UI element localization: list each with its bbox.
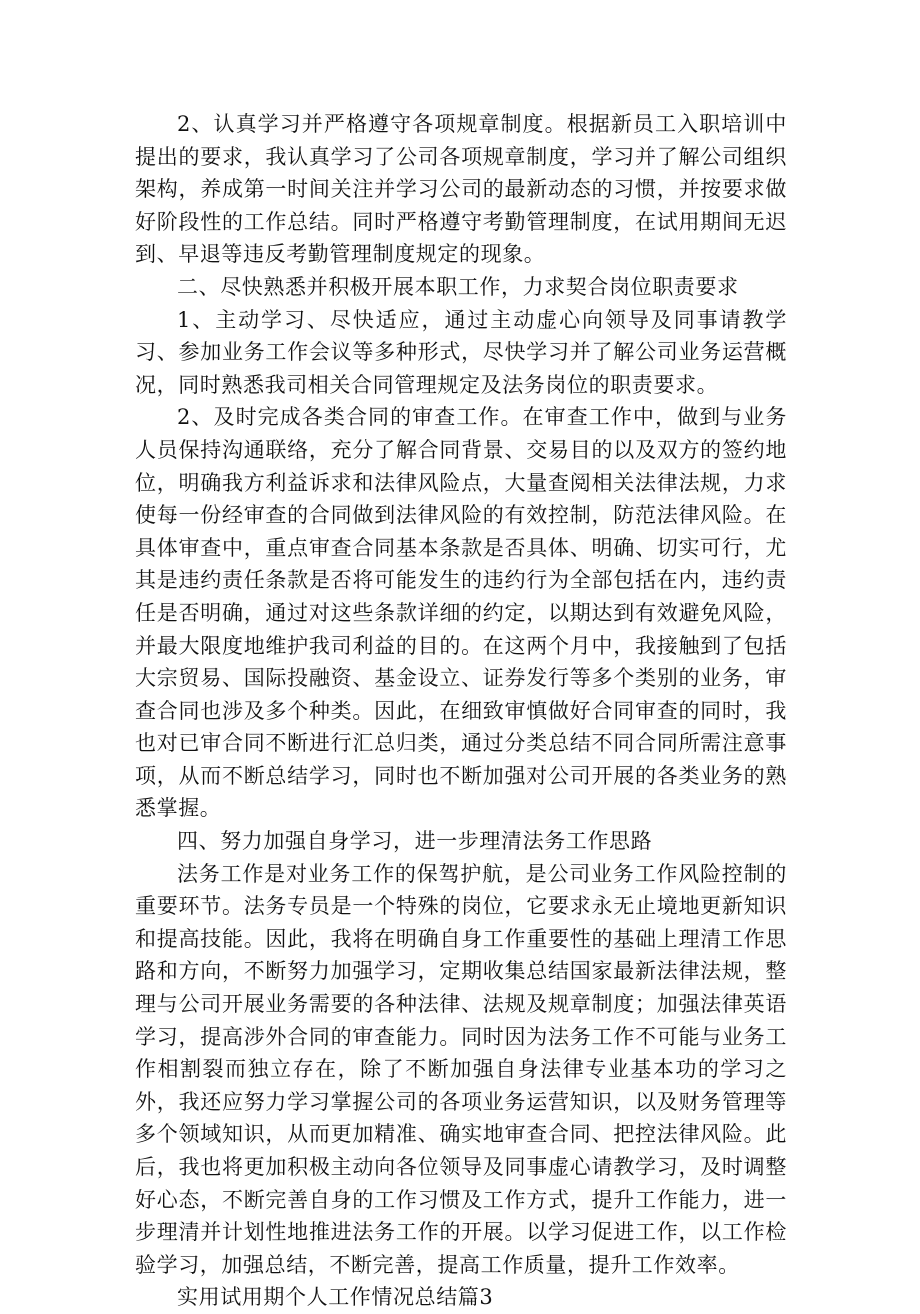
document-body (135, 108, 787, 1314)
paragraph-contract-review: 2、及时完成各类合同的审查工作。在审查工作中，做到与业务人员保持沟通联络，充分了解合同背景、交易目的以及双方的签约地位，明确我方利益诉求和法律风险点，大量查阅相关法律法规，力求使每一份经审查的合同做到法律风险的有效控制，防范法律风险。在具体审查中，重点审查合同基本条款是否具体、明确、切实可行，尤其是违约责任条款是否将可能发生的违约行为全部包括在内，违约责任是否明确，通过对这些条款详细的约定，以期达到有效避免风险，并最大限度地维护我司利益的目的。在这两个月中，我接触到了包括大宗贸易、国际投融资、基金设立、证券发行等多个类别的业务，审查合同也涉及多个种类。因此，在细致审慎做好合同审查的同时，我也对已审合同不断进行汇总归类，通过分类总结不同合同所需注意事项，从而不断总结学习，同时也不断加强对公司开展的各类业务的熟悉掌握。 (135, 405, 787, 821)
paragraph-learning: 1、主动学习、尽快适应，通过主动虚心向领导及同事请教学习、参加业务工作会议等多种形式，尽快学习并了解公司业务运营概况，同时熟悉我司相关合同管理规定及法务岗位的职责要求。 (135, 307, 787, 397)
section-heading-self-study: 四、努力加强自身学习，进一步理清法务工作思路 (177, 829, 653, 854)
paragraph-legal-work: 法务工作是对业务工作的保驾护航，是公司业务工作风险控制的重要环节。法务专员是一个特殊的岗位，它要求永无止境地更新知识和提高技能。因此，我将在明确自身工作重要性的基础上理清工作思路和方向，不断努力加强学习，定期收集总结国家最新法律法规，整理与公司开展业务需要的各种法律、法规及规章制度；加强法律英语学习，提高涉外合同的审查能力。同时因为法务工作不可能与业务工作相割裂而独立存在，除了不断加强自身法律专业基本功的学习之外，我还应努力学习掌握公司的各项业务运营知识，以及财务管理等多个领域知识，从而更加精准、确实地审查合同、把控法律风险。此后，我也将更加积极主动向各位领导及同事虚心请教学习，及时调整好心态，不断完善自身的工作习惯及工作方式，提升工作能力，进一步理清并计划性地推进法务工作的开展。以学习促进工作，以工作检验学习，加强总结，不断完善，提高工作质量，提升工作效率。 (135, 861, 787, 1277)
section-title-part3: 实用试用期个人工作情况总结篇3 (177, 1285, 494, 1310)
paragraph-rules: 2、认真学习并严格遵守各项规章制度。根据新员工入职培训中提出的要求，我认真学习了公司各项规章制度，学习并了解公司组织架构，养成第一时间关注并学习公司的最新动态的习惯，并按要求做好阶段性的工作总结。同时严格遵守考勤管理制度，在试用期间无迟到、早退等违反考勤管理制度规定的现象。 (135, 112, 787, 267)
section-heading-duties: 二、尽快熟悉并积极开展本职工作，力求契合岗位职责要求 (177, 274, 739, 299)
